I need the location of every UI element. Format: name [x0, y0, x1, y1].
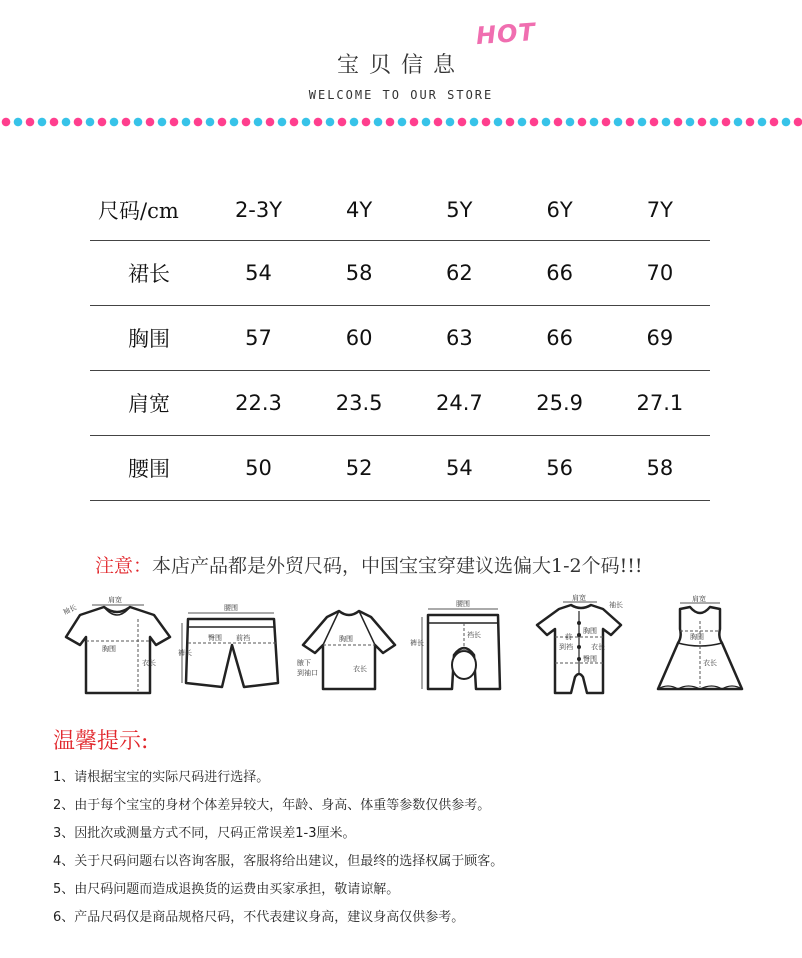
raglan-diagram — [295, 593, 403, 703]
tshirt-chest-label: 胸围 — [102, 645, 116, 653]
table-cell: 50 — [208, 436, 309, 501]
raglan-length-label: 衣长 — [353, 665, 367, 673]
dotted-divider — [0, 116, 802, 128]
size-column-header: 2-3Y — [208, 180, 309, 241]
size-corner-label: 尺码/cm — [90, 180, 208, 241]
raglan-chest-label: 胸围 — [339, 635, 353, 643]
size-column-header: 4Y — [309, 180, 409, 241]
romper-chest-label: 胸围 — [583, 627, 597, 635]
list-item: 2、由于每个宝宝的身材个体差异较大，年龄、身高、体重等参数仅供参考。 — [53, 798, 491, 813]
size-notice — [95, 551, 643, 578]
list-item: 3、因批次或测量方式不同，尺码正常误差1-3厘米。 — [53, 826, 356, 841]
table-cell: 70 — [610, 241, 710, 306]
table-cell: 23.5 — [309, 371, 409, 436]
romper-hip-label: 臀围 — [583, 655, 597, 663]
shorts-length-label: 裤长 — [178, 649, 192, 657]
tips-title: 温馨提示: — [53, 729, 149, 754]
table-cell: 63 — [409, 306, 509, 371]
dress-chest-label: 胸围 — [690, 633, 704, 641]
table-cell: 27.1 — [610, 371, 710, 436]
romper-crotch-label: 到裆 — [559, 643, 573, 651]
shorts-waist-label: 腰围 — [224, 604, 238, 612]
tshirt-shoulder-label: 肩宽 — [108, 596, 122, 604]
shorts-hip-label: 臀围 — [208, 634, 222, 642]
row-label: 腰围 — [90, 436, 208, 501]
pants-rise-label: 裆长 — [467, 631, 481, 639]
size-column-header: 7Y — [610, 180, 710, 241]
raglan-cuff-label: 到袖口 — [297, 669, 318, 677]
table-cell: 54 — [409, 436, 509, 501]
row-label: 肩宽 — [90, 371, 208, 436]
list-item: 1、请根据宝宝的实际尺码进行选择。 — [53, 770, 270, 785]
row-label: 裙长 — [90, 241, 208, 306]
romper-shoulder-label: 肩宽 — [572, 594, 586, 602]
table-row — [90, 241, 710, 306]
list-item: 4、关于尺码问题右以咨询客服，客服将给出建议，但最终的选择权属于顾客。 — [53, 854, 504, 869]
romper-front-label: 前 — [565, 633, 572, 641]
page-title: 宝贝信息 — [336, 53, 465, 78]
romper-diagram — [525, 593, 635, 703]
notice-text: 本店产品都是外贸尺码，中国宝宝穿建议选偏大1-2个码!!! — [152, 555, 643, 577]
hot-badge: HOT — [475, 17, 537, 51]
table-cell: 58 — [309, 241, 409, 306]
size-header-row — [90, 180, 710, 241]
table-cell: 62 — [409, 241, 509, 306]
table-cell: 25.9 — [510, 371, 610, 436]
shorts-diagram — [178, 593, 288, 703]
list-item: 5、由尺码问题而造成退换货的运费由买家承担，敬请谅解。 — [53, 882, 400, 897]
dress-length-label: 衣长 — [703, 659, 717, 667]
notice-label: 注意： — [95, 555, 153, 577]
size-chart-table — [90, 180, 710, 501]
tips-list — [53, 767, 503, 935]
table-cell: 60 — [309, 306, 409, 371]
shorts-rise-label: 前裆 — [236, 634, 250, 642]
row-label: 胸围 — [90, 306, 208, 371]
table-cell: 58 — [610, 436, 710, 501]
table-cell: 56 — [510, 436, 610, 501]
table-row — [90, 436, 710, 501]
table-cell: 52 — [309, 436, 409, 501]
welcome-subtitle: WELCOME TO OUR STORE — [308, 88, 494, 102]
pants-waist-label: 腰围 — [456, 600, 470, 608]
table-cell: 69 — [610, 306, 710, 371]
tshirt-length-label: 衣长 — [142, 659, 156, 667]
table-cell: 24.7 — [409, 371, 509, 436]
tshirt-sleeve-label: 袖长 — [61, 603, 78, 617]
tshirt-diagram — [58, 593, 176, 703]
raglan-armpit-label: 腋下 — [297, 659, 311, 667]
pants-diagram — [410, 593, 510, 703]
size-column-header: 5Y — [409, 180, 509, 241]
table-cell: 66 — [510, 306, 610, 371]
pants-inseam-label: 裤长 — [410, 639, 424, 647]
romper-length-label: 衣长 — [591, 643, 605, 651]
garment-diagrams — [50, 593, 780, 703]
table-cell: 22.3 — [208, 371, 309, 436]
size-column-header: 6Y — [510, 180, 610, 241]
dress-diagram — [648, 593, 752, 703]
dress-shoulder-label: 肩宽 — [692, 595, 706, 603]
table-row — [90, 306, 710, 371]
romper-sleeve-label: 袖长 — [609, 601, 623, 609]
table-cell: 66 — [510, 241, 610, 306]
table-cell: 57 — [208, 306, 309, 371]
table-row — [90, 371, 710, 436]
list-item: 6、产品尺码仅是商品规格尺码，不代表建议身高，建议身高仅供参考。 — [53, 910, 465, 925]
table-cell: 54 — [208, 241, 309, 306]
